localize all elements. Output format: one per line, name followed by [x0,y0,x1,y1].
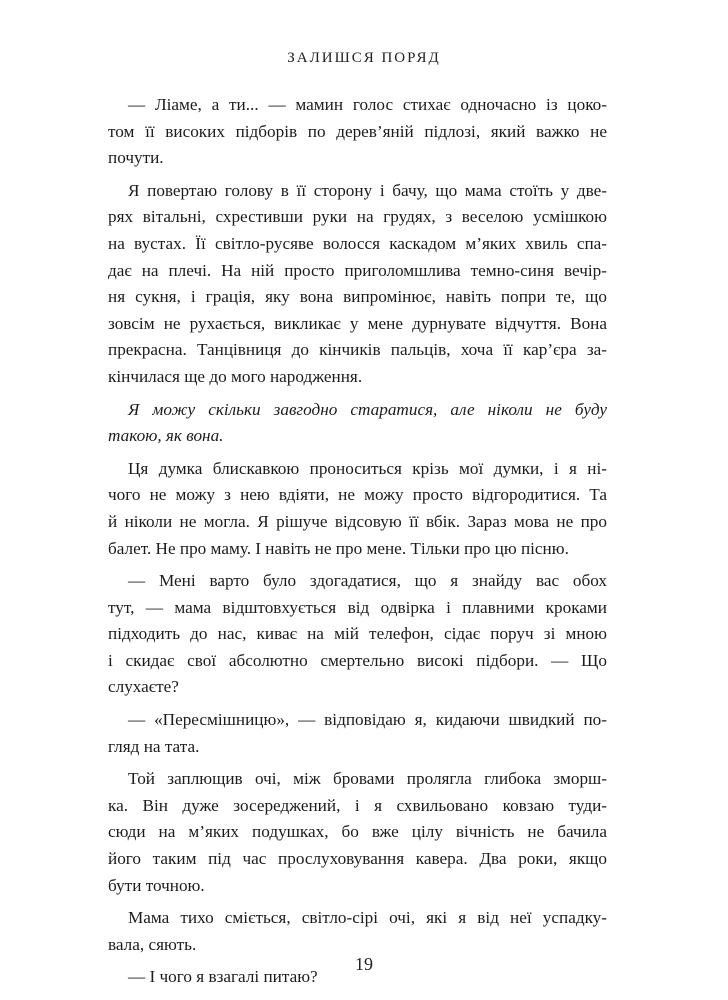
text-line: і скидає свої абсолютно смертельно високі підбори. — Що [108,650,607,670]
text-line: ка. Він дуже зосереджений, і я схвильовано ковзаю туди- [108,795,607,815]
paragraph [108,568,607,701]
text-line: Я повертаю голову в її сторону і бачу, що мама стоїть у две- [128,180,607,200]
paragraph [108,397,607,450]
text-line: вала, сяють. [108,934,197,954]
paragraph [108,707,607,760]
text-line: рях вітальні, схрестивши руки на грудях, з веселою усмішкою [108,207,607,227]
text-line: сюди на м’яких подушках, бо вже цілу вічність не бачила [108,822,607,842]
text-line: тут, — мама відштовхується від одвірка і плавними кроками [108,597,607,617]
text-line: гляд на тата. [108,736,200,756]
text-line: — Мені варто було здогадатися, що я знайду вас обох [128,571,607,591]
paragraph [108,766,607,899]
text-line: почути. [108,148,164,168]
text-line: підходить до нас, киває на мій телефон, сідає поруч зі мною [108,624,607,644]
text-line: — Ліаме, а ти... — мамин голос стихає одночасно із цоко- [128,95,607,114]
text-line: Той заплющив очі, між бровами пролягла глибока зморш- [128,769,607,789]
page-number: 19 [355,954,373,974]
text-line: зовсім не рухається, викликає у мене дурнувате відчуття. Вона [108,313,607,333]
text-line: ня сукня, і грація, яку вона випромінює, навіть попри те, що [108,287,607,307]
text-line: дає на плечі. На ній просто приголомшлива темно-синя вечір- [108,260,607,280]
paragraph [108,92,607,172]
text-line: й ніколи не могла. Я рішуче відсовую її вбік. Зараз мова не про [108,511,607,531]
text-line: на вустах. Її світло-русяве волосся каскадом м’яких хвиль спа- [108,233,607,253]
text-line: прекрасна. Танцівниця до кінчиків пальців, хоча її кар’єра за- [108,340,607,360]
text-line: том її високих підборів по дерев’яній підлозі, який важко не [108,121,607,141]
paragraph [108,178,607,391]
text-line: бути точною. [108,875,205,895]
text-line: Ця думка блискавкою проноситься крізь мої думки, і я ні- [128,458,607,478]
text-line: чого не можу з нею вдіяти, не можу просто відгородитися. Та [108,485,607,505]
text-line: — «Пересмішницю», — відповідаю я, кидаючи швидкий по- [128,710,607,730]
text-line: слухаєте? [108,677,179,697]
body-text [108,92,607,991]
text-line: його таким під час прослуховування кавера. Два роки, якщо [108,849,607,869]
text-line: Мама тихо сміється, світло-сірі очі, які я від неї успадку- [128,908,607,928]
paragraph [108,456,607,562]
text-line: такою, як вона. [108,426,224,446]
paragraph [108,905,607,958]
text-line: балет. Не про маму. І навіть не про мене. Тільки про цю пісню. [108,538,569,558]
running-header: ЗАЛИШСЯ ПОРЯД [287,50,441,66]
text-line: — І чого я взагалі питаю? [128,967,318,987]
text-line: Я можу скільки завгодно старатися, але ніколи не буду [128,399,607,419]
text-line: кінчилася ще до мого народження. [108,366,363,386]
